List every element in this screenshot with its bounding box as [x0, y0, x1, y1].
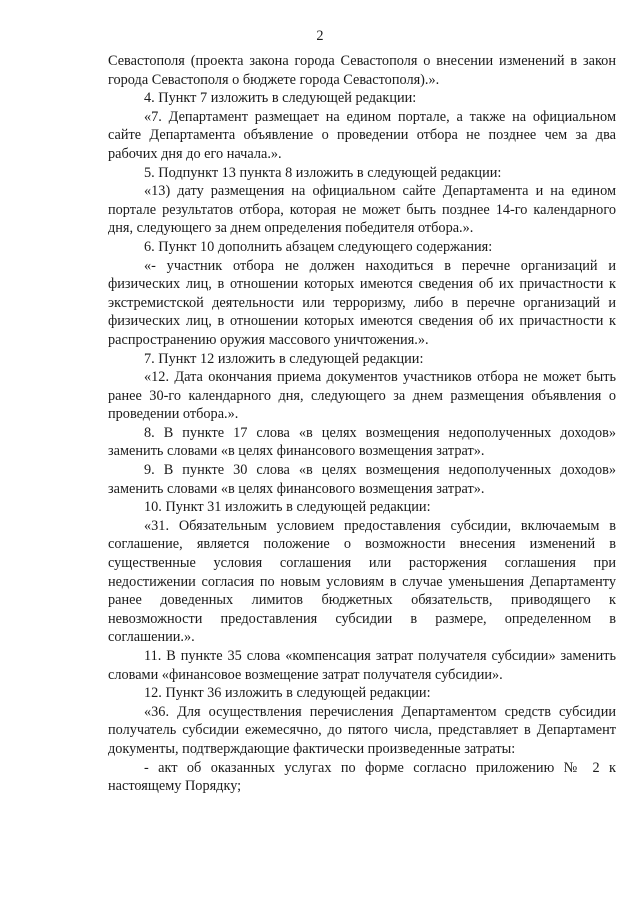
paragraph-list-item-act: - акт об оказанных услугах по форме согласно приложению № 2 к настоящему Порядку;	[108, 759, 616, 795]
paragraph-item-11: 11. В пункте 35 слова «компенсация затрат получателя субсидии» заменить словами «финансовое возмещение затрат получателя субсидии».	[108, 648, 616, 683]
paragraph-item-8: 8. В пункте 17 слова «в целях возмещения недополученных доходов» заменить словами «в целях финансового возмещения затрат».	[108, 424, 616, 460]
paragraph-quote-13: «13) дату размещения на официальном сайте Департамента и на едином портале результатов отбора, которая не может быть позднее 14-го календарного дня, следующего за днем определения победителя отбора.».	[108, 183, 616, 237]
paragraph-quote-31: «31. Обязательным условием предоставления субсидии, включаемым в соглашение, является положение о возможности внесения изменений в существенные условия соглашения или расторжения соглашения при недостижении согласия по новым условиям в случае уменьшения Департаменту ранее доведенных лимитов бюджетных обязательств, приводящего к невозможности предоставления субсидии в размере, определенном в соглашении.».	[108, 517, 616, 646]
paragraph-item-4: 4. Пункт 7 изложить в следующей редакции:	[144, 90, 417, 107]
document-body	[108, 52, 616, 796]
paragraph-item-9: 9. В пункте 30 слова «в целях возмещения недополученных доходов» заменить словами «в целях финансового возмещения затрат».	[108, 462, 616, 497]
paragraph-item-12: 12. Пункт 36 изложить в следующей редакции:	[144, 685, 431, 702]
paragraph-item-10: 10. Пункт 31 изложить в следующей редакции:	[144, 499, 431, 516]
paragraph-quote-7: «7. Департамент размещает на едином портале, а также на официальном сайте Департамента объявление о проведении отбора не позднее чем за два рабочих дня до его начала.».	[108, 108, 616, 162]
page-number: 2	[316, 28, 324, 44]
paragraph-item-6: 6. Пункт 10 дополнить абзацем следующего содержания:	[144, 238, 493, 255]
paragraph-quote-12: «12. Дата окончания приема документов участников отбора не может быть ранее 30-го календарного дня, следующего за днем размещения объявления о проведении отбора.».	[108, 369, 616, 423]
paragraph-quote-36: «36. Для осуществления перечисления Департаментом средств субсидии получатель субсидии ежемесячно, до пятого числа, представляет в Департамент документы, подтверждающие фактически произведенные затраты:	[108, 703, 616, 757]
paragraph-item-5: 5. Подпункт 13 пункта 8 изложить в следующей редакции:	[144, 164, 502, 181]
paragraph-continuation: Севастополя (проекта закона города Севастополя о внесении изменений в закон города Севастополя о бюджете города Севастополя).».	[108, 53, 616, 88]
paragraph-item-7: 7. Пункт 12 изложить в следующей редакции:	[144, 350, 424, 367]
paragraph-quote-participant: «- участник отбора не должен находиться в перечне организаций и физических лиц, в отношении которых имеются сведения об их причастности к экстремистской деятельности или терроризму, либо в перечне организаций и физических лиц, в отношении которых имеются сведения об их причастности к распространению оружия массового уничтожения.».	[108, 257, 616, 348]
